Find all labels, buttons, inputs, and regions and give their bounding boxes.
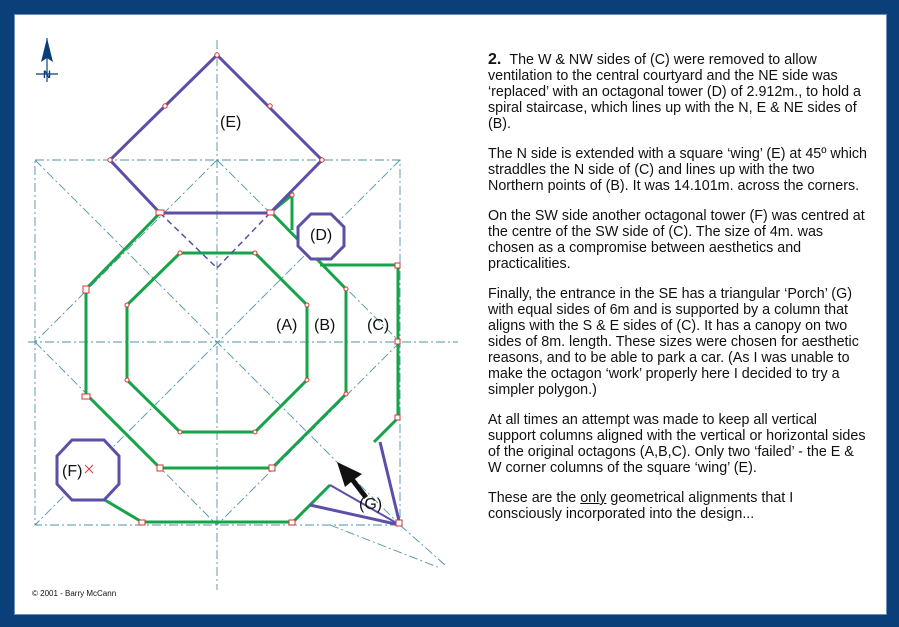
paragraph-3: On the SW side another octagonal tower (F) was centred at the centre of the SW side of (C). The size of 4m. was chosen as a compromise between aesthetics and practicalities. xyxy=(488,208,865,272)
label-b: (B) xyxy=(314,317,336,334)
wing-e-hidden-1 xyxy=(160,213,217,268)
paragraph-6-start: These are the xyxy=(488,490,581,506)
label-d: (D) xyxy=(310,227,333,244)
label-c: (C) xyxy=(367,317,390,334)
north-label: N xyxy=(43,69,51,81)
label-a: (A) xyxy=(276,317,298,334)
paragraph-6-end: geometrical alignments that I consciously incorporated into the design... xyxy=(488,490,794,522)
paragraph-2: The N side is extended with a square ‘wing’ (E) at 45º which straddles the N side of (C) and lines up with the two Northern points of (B). It was 14.101m. across the corners. xyxy=(488,146,867,194)
description-text xyxy=(488,52,868,536)
copyright-notice: © 2001 - Barry McCann xyxy=(32,589,117,598)
label-f: (F) xyxy=(62,463,83,480)
paragraph-4: Finally, the entrance in the SE has a triangular ‘Porch’ (G) with equal sides of 6m and is supported by a column that aligns with the S & E sides of (C). It has a canopy on two sides of 8m. length. These sizes were chosen for aesthetic reasons, and to be able to park a car. (As I was unable to make the octagon ‘work’ properly here I decided to try a simpler polygon.) xyxy=(488,286,859,398)
entrance-arrow-icon xyxy=(337,462,368,499)
paragraph-5: At all times an attempt was made to keep all vertical support columns aligned with the vertical or horizontal sides of the original octagons (A,B,C). Only two ‘failed’ - the E & W corner columns of the square ‘wing’ (E). xyxy=(488,412,866,476)
guide-porch-1 xyxy=(400,525,445,565)
guide-porch-2 xyxy=(330,525,440,568)
paragraph-1-text: The W & NW sides of (C) were removed to allow ventilation to the central courtyard and the NE side was ‘replaced’ with an octagonal tower (D) of 2.912m., to hold a spiral staircase, which lines up with the N, E & NE sides of (B). xyxy=(488,52,861,132)
paragraph-6-underlined: only xyxy=(580,490,607,506)
construction-guides xyxy=(28,40,458,590)
section-number: 2. xyxy=(488,51,502,68)
label-g: (G) xyxy=(359,496,383,513)
wing-e xyxy=(110,55,322,213)
paragraph-6 xyxy=(488,490,868,522)
label-e: (E) xyxy=(220,114,242,131)
paragraph-1 xyxy=(488,52,868,132)
column-markers xyxy=(82,53,402,526)
